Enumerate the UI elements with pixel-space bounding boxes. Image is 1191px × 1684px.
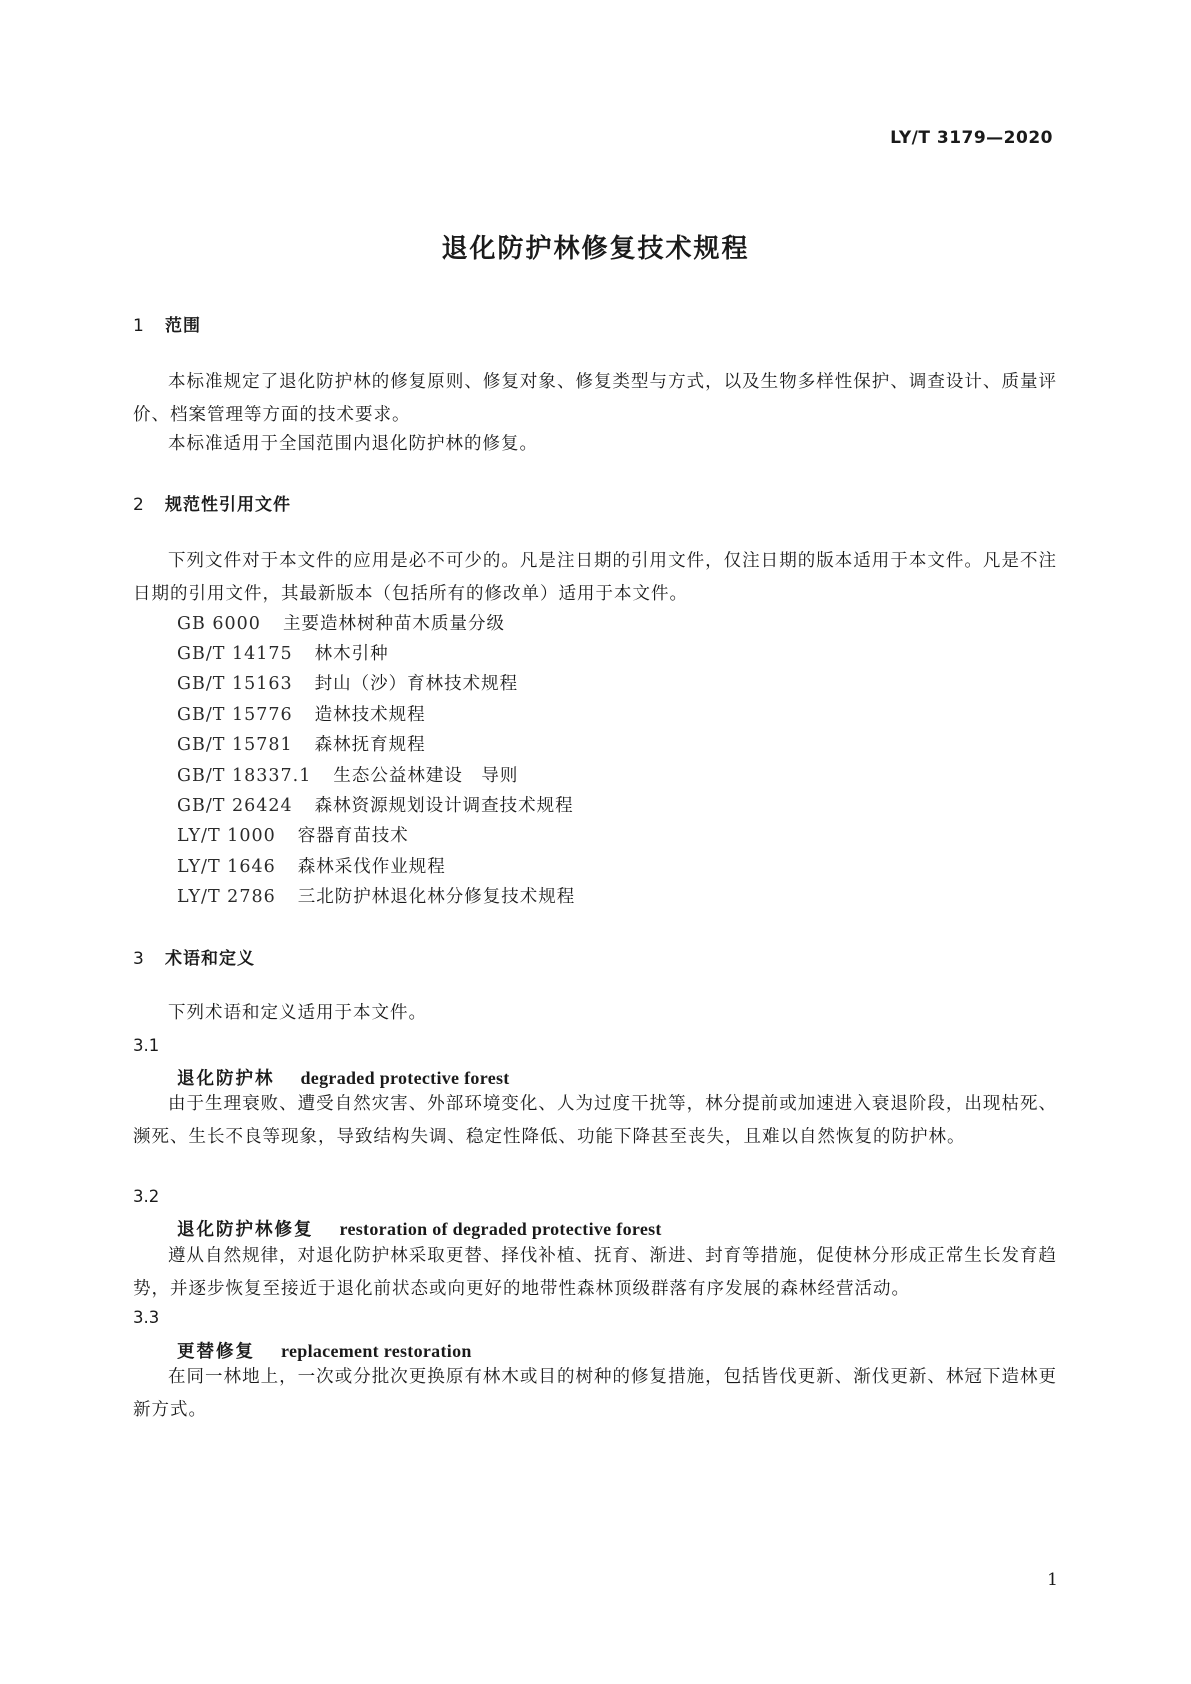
paragraph: 本标准适用于全国范围内退化防护林的修复。 [168, 434, 538, 454]
section-number: 1 [133, 316, 145, 336]
reference-title: 森林资源规划设计调查技术规程 [314, 796, 574, 816]
reference-title: 封山（沙）育林技术规程 [314, 674, 519, 694]
section-title: 范围 [165, 316, 201, 336]
section-2-heading [133, 490, 291, 515]
reference-code: LY/T 1000 [177, 826, 276, 846]
page-number: 1 [1047, 1570, 1058, 1590]
standard-code: LY/T 3179—2020 [890, 128, 1053, 148]
term-en: restoration of degraded protective forest [339, 1219, 662, 1239]
term-heading [177, 1216, 662, 1241]
reference-item [177, 701, 426, 726]
paragraph: 本标准规定了退化防护林的修复原则、修复对象、修复类型与方式，以及生物多样性保护、调查设计、质量评价、档案管理等方面的技术要求。 [133, 372, 1057, 425]
document-title: 退化防护林修复技术规程 [441, 234, 750, 264]
term-heading [177, 1065, 510, 1090]
term-definition: 在同一林地上，一次或分批次更换原有林木或目的树种的修复措施，包括皆伐更新、渐伐更新、林冠下造林更新方式。 [133, 1367, 1057, 1420]
reference-title: 容器育苗技术 [297, 826, 409, 846]
reference-item [177, 883, 575, 908]
reference-title: 主要造林树种苗木质量分级 [282, 614, 505, 634]
term-heading [177, 1338, 472, 1363]
reference-code: GB 6000 [177, 614, 261, 634]
reference-code: GB/T 15776 [177, 705, 293, 725]
term-zh: 更替修复 [177, 1342, 255, 1362]
reference-item [177, 731, 426, 756]
section-title: 术语和定义 [165, 949, 255, 969]
reference-item [177, 670, 518, 695]
reference-item [177, 610, 505, 635]
reference-code: GB/T 15781 [177, 735, 293, 755]
term-en: degraded protective forest [300, 1068, 510, 1088]
reference-item [177, 640, 389, 665]
section-3-heading [133, 944, 255, 969]
section-number: 3 [133, 949, 145, 969]
reference-code: GB/T 14175 [177, 644, 293, 664]
reference-title: 三北防护林退化林分修复技术规程 [297, 887, 576, 907]
term-number: 3.1 [133, 1036, 160, 1055]
reference-code: GB/T 18337.1 [177, 766, 312, 786]
section-1-heading [133, 311, 201, 336]
reference-title: 森林抚育规程 [314, 735, 426, 755]
reference-item [177, 853, 446, 878]
section-title: 规范性引用文件 [165, 495, 291, 515]
term-number: 3.2 [133, 1187, 160, 1206]
term-zh: 退化防护林 [177, 1069, 275, 1089]
reference-code: GB/T 26424 [177, 796, 293, 816]
term-number: 3.3 [133, 1308, 160, 1327]
term-en: replacement restoration [281, 1341, 472, 1361]
reference-title: 造林技术规程 [314, 705, 426, 725]
term-zh: 退化防护林修复 [177, 1220, 314, 1240]
reference-item [177, 762, 518, 787]
term-definition: 由于生理衰败、遭受自然灾害、外部环境变化、人为过度干扰等，林分提前或加速进入衰退阶段，出现枯死、濒死、生长不良等现象，导致结构失调、稳定性降低、功能下降甚至丧失，且难以自然恢复的防护林。 [133, 1094, 1057, 1147]
term-definition: 遵从自然规律，对退化防护林采取更替、择伐补植、抚育、渐进、封育等措施，促使林分形成正常生长发育趋势，并逐步恢复至接近于退化前状态或向更好的地带性森林顶级群落有序发展的森林经营活动。 [133, 1246, 1057, 1299]
paragraph: 下列文件对于本文件的应用是必不可少的。凡是注日期的引用文件，仅注日期的版本适用于本文件。凡是不注日期的引用文件，其最新版本（包括所有的修改单）适用于本文件。 [133, 551, 1057, 604]
reference-code: GB/T 15163 [177, 674, 293, 694]
section-number: 2 [133, 495, 145, 515]
reference-title: 林木引种 [314, 644, 389, 664]
paragraph: 下列术语和定义适用于本文件。 [168, 1003, 427, 1023]
reference-item [177, 822, 409, 847]
reference-title: 生态公益林建设 导则 [333, 766, 519, 786]
reference-item [177, 792, 574, 817]
reference-code: LY/T 1646 [177, 857, 276, 877]
reference-code: LY/T 2786 [177, 887, 276, 907]
reference-title: 森林采伐作业规程 [297, 857, 446, 877]
